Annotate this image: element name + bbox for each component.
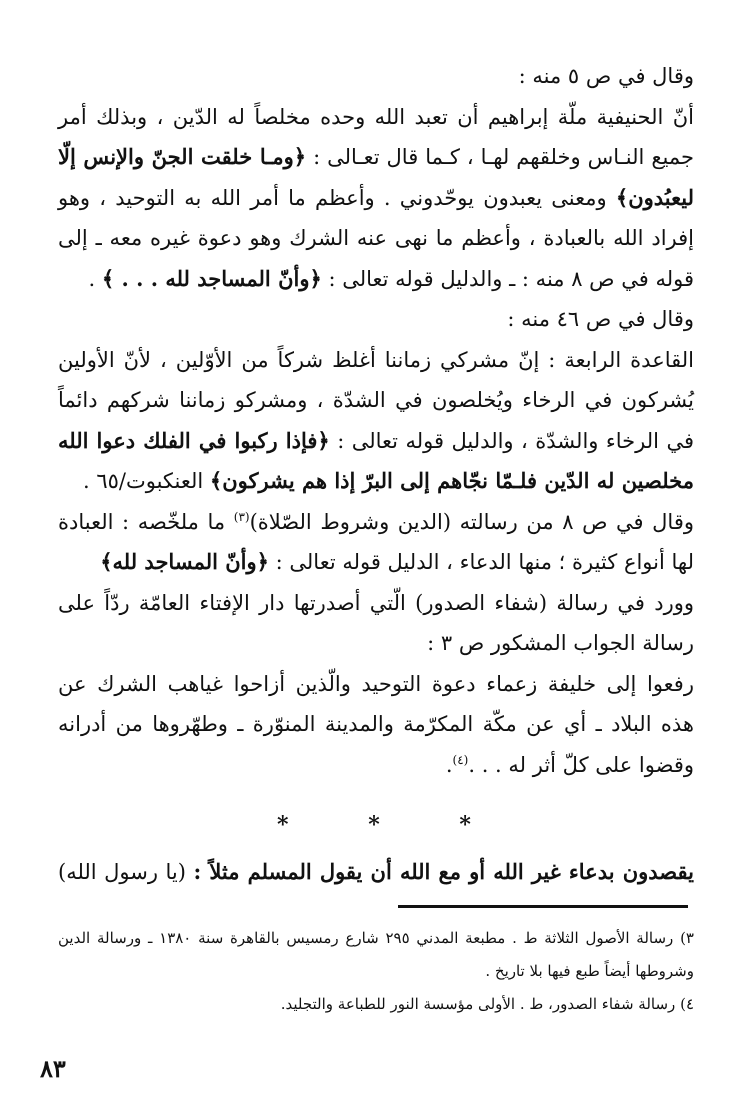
paragraph-text: وقال في ص ٥ منه : — [518, 64, 694, 88]
paragraph-text: ما ملخّصه : العبادة لها أنواع كثيرة ؛ منها الدعاء ، الدليل قوله تعالى : — [58, 509, 694, 574]
paragraph-text: رفعوا إلى خليفة زعماء دعوة التوحيد والّذين أزاحوا غياهب الشرك عن هذه البلاد ـ أي عن مكّة المكرّمة والمدينة المنوّرة ـ وطهّروها من أدرانه وقضوا على كلّ أثر له . . . — [58, 671, 694, 777]
separator-star: * — [459, 812, 471, 838]
closing-quote: (يا رسول الله) — [58, 860, 186, 884]
paragraph-6 — [58, 583, 694, 664]
quran-verse: ﴿وأنّ المساجد لله . . . ﴾ — [101, 265, 322, 291]
paragraph-text: أنّ الحنيفية ملّة إبراهيم أن تعبد الله وحده مخلصاً له الدّين ، وبذلك أمر جميع النـاس وخلقهم لهـا ، كـما قال تعـالى : — [58, 104, 694, 169]
paragraph-text: وورد في رسالة (شفاء الصدور) الّتي أصدرتها دار الإفتاء العامّة ردّاً على رسالة الجواب المشكور ص ٣ : — [58, 590, 695, 655]
paragraph-7 — [58, 664, 694, 786]
quran-verse: ﴿فإذا ركبوا في الفلك دعوا الله مخلصين له الدّين فلـمّا نجّاهم إلى البرّ إذا هم يشركون﴾ — [58, 427, 694, 493]
closing-text: يقصدون بدعاء غير الله أو مع الله أن يقول المسلم مثلاً : — [193, 859, 694, 884]
footnote-marker: (٣) — [233, 509, 250, 524]
paragraph-text: وقال في ص ٤٦ منه : — [507, 307, 694, 331]
paragraph-text: وقال في ص ٨ من رسالته (الدين وشروط الصّلاة) — [249, 509, 694, 534]
paragraph-1 — [58, 56, 694, 97]
paragraph-text: ومعنى يعبدون يوحّدوني . وأعظم ما أمر الله به التوحيد ، وهو إفراد الله بالعبادة ، وأعظم ما نهى عنه الشرك وهو دعوة غيره معه ـ إلى قوله في ص ٨ منه : ـ والدليل قوله تعالى : — [58, 185, 694, 291]
quran-verse: ﴿ومـا خلقت الجنّ والإنس إلّا ليعبُدون﴾ — [58, 144, 694, 210]
footnote-4: ٤) رسالة شفاء الصدور، ط . الأولى مؤسسة النور للطباعة والتجليد. — [280, 995, 694, 1013]
separator-star: * — [368, 812, 380, 838]
footnotes — [58, 922, 694, 1021]
body-text — [58, 56, 694, 785]
paragraph-5 — [58, 502, 694, 583]
closing-line — [58, 852, 694, 892]
separator-star: * — [277, 812, 289, 838]
paragraph-text: . — [445, 752, 453, 777]
section-separator — [0, 812, 748, 838]
paragraph-3 — [58, 299, 694, 340]
paragraph-4 — [58, 340, 694, 502]
footnote-marker: (٤) — [452, 752, 469, 767]
paragraph-text: القاعدة الرابعة : إنّ مشركي زماننا أغلظ شركاً من الأوّلين ، لأنّ الأولين يُشركون في الرخاء ويُخلصون في الشدّة ، ومشركو زماننا شركهم دائماً في الرخاء والشدّة ، والدليل قوله تعالى : — [58, 347, 695, 453]
paragraph-text: العنكبوت/٦٥ . — [82, 469, 204, 493]
footnote-3: ٣) رسالة الأصول الثلاثة ط . مطبعة المدني ٢٩٥ شارع رمسيس بالقاهرة سنة ١٣٨٠ ـ ورسالة الدين وشروطها أيضاً طبع فيها بلا تاريخ . — [58, 929, 694, 980]
footnote-divider — [398, 905, 688, 908]
quran-verse: ﴿وأنّ المساجد لله﴾ — [100, 549, 269, 574]
paragraph-text: . — [88, 266, 96, 291]
page-number: ٨٣ — [40, 1054, 66, 1083]
paragraph-2 — [58, 97, 694, 300]
